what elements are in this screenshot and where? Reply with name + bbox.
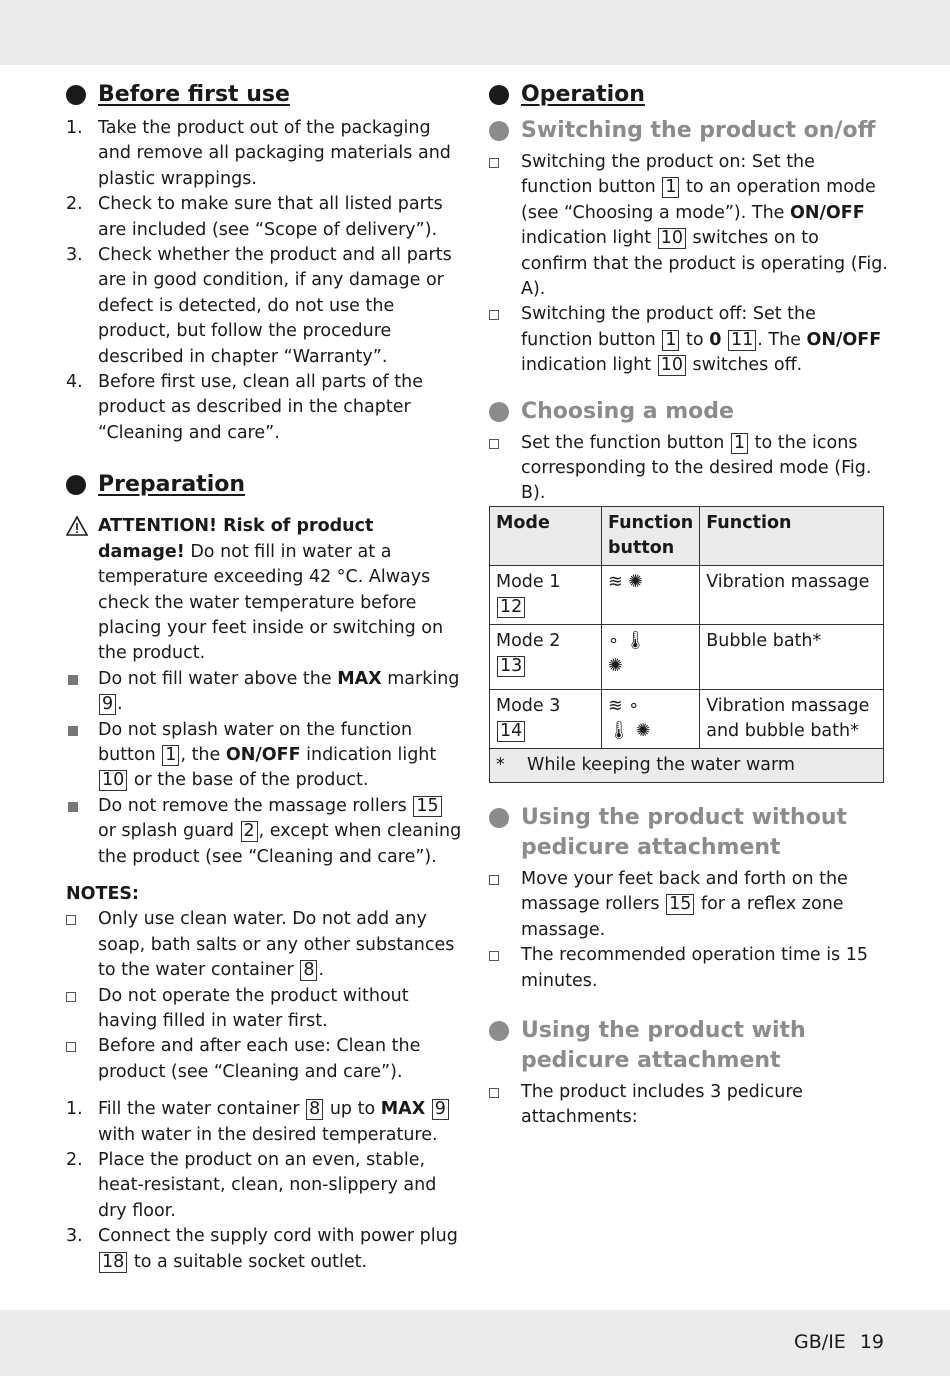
function-cell: Bubble bath* <box>700 625 884 690</box>
vibration-icon: ≋ <box>608 696 623 716</box>
table-row <box>490 566 884 625</box>
right-column <box>489 78 889 507</box>
list-item: 3. Check whether the product and all parts are in good condition, if any damage or defect is detected, do not use the product, but follow the procedure described in chapter “Warranty”. <box>66 245 452 367</box>
list-item: Only use clean water. Do not add any soap, bath salts or any other substances to the water container 8 . <box>66 907 462 983</box>
list-item: The recommended operation time is 15 minutes. <box>489 943 889 994</box>
function-cell: Vibration massage <box>700 566 884 625</box>
notes-list <box>66 907 462 1085</box>
thermometer-icon: 🌡 <box>608 721 631 741</box>
list-item: 2. Place the product on an even, stable, heat-resistant, clean, non-slippery and dry floor. <box>66 1150 437 1221</box>
table-header-row <box>490 507 884 566</box>
list-item: Do not fill water above the MAX marking 9 . <box>66 667 462 718</box>
bubbles-icon: ∘ <box>628 696 640 716</box>
list-item: Do not operate the product without having filled in water first. <box>66 984 462 1035</box>
light-icon: ✺ <box>635 721 651 741</box>
with-attachment-list <box>489 1080 889 1131</box>
vibration-icon: ≋ <box>608 572 623 592</box>
mode-cell: Mode 3 14 <box>490 690 602 749</box>
section-title-operation: Operation <box>489 78 889 112</box>
footnote-cell: * While keeping the water warm <box>490 749 884 783</box>
list-item: Do not splash water on the function button 1 , the ON/OFF indication light 10 or the base of the product. <box>66 718 462 794</box>
list-item: Before and after each use: Clean the product (see “Cleaning and care”). <box>66 1034 462 1085</box>
list-item: 2. Check to make sure that all listed parts are included (see “Scope of delivery”). <box>66 194 443 240</box>
list-item: Switching the product off: Set the function button 1 to 0 11 . The ON/OFF indication light 10 switches off. <box>489 302 889 378</box>
mode-cell: Mode 1 12 <box>490 566 602 625</box>
light-icon: ✺ <box>628 572 643 592</box>
footer-region: GB/IE <box>794 1331 846 1353</box>
subsection-title-choosing-mode: Choosing a mode <box>489 397 889 427</box>
right-column-lower <box>489 803 889 1131</box>
without-attachment-list <box>489 867 889 994</box>
header-band <box>0 0 950 65</box>
header-function: Function <box>700 507 884 566</box>
choosing-list <box>489 431 889 507</box>
preparation-bullets <box>66 667 462 870</box>
subsection-title-with-attachment: Using the product with pedicure attachment <box>489 1016 889 1076</box>
button-icons-cell <box>602 566 700 625</box>
bubbles-icon: ∘ <box>608 631 619 651</box>
subsection-title-without-attachment: Using the product without pedicure attachment <box>489 803 889 863</box>
attention-warning: ATTENTION! Risk of product damage! Do not fill in water at a temperature exceeding 42 °C. Always check the water temperature before placing your feet inside or switching on the product. <box>66 514 462 666</box>
list-item: The product includes 3 pedicure attachments: <box>489 1080 889 1131</box>
preparation-steps <box>66 1097 462 1275</box>
light-icon: ✺ <box>608 656 623 676</box>
subsection-title-switching: Switching the product on/off <box>489 116 889 146</box>
left-column <box>66 78 462 1275</box>
notes-title: NOTES: <box>66 883 140 904</box>
page-number: 19 <box>859 1331 884 1353</box>
function-cell: Vibration massage and bubble bath* <box>700 690 884 749</box>
list-item: Move your feet back and forth on the massage rollers 15 for a reflex zone massage. <box>489 867 889 943</box>
table-footnote-row <box>490 749 884 783</box>
button-icons-cell <box>602 690 700 749</box>
list-item: 4. Before first use, clean all parts of the product as described in the chapter “Cleaning and care”. <box>66 372 423 443</box>
button-icons-cell <box>602 625 700 690</box>
list-item: 1. Take the product out of the packaging and remove all packaging materials and plastic wrappings. <box>66 118 451 189</box>
mode-cell: Mode 2 13 <box>490 625 602 690</box>
list-item: Do not remove the massage rollers 15 or splash guard 2 , except when cleaning the product (see “Cleaning and care”). <box>66 794 462 870</box>
switching-list <box>489 150 889 379</box>
table-row <box>490 690 884 749</box>
before-first-use-list <box>66 116 462 446</box>
section-title-before-first-use: Before first use <box>66 78 462 112</box>
table-row <box>490 625 884 690</box>
page-footer <box>794 1331 884 1353</box>
header-function-button: Function button <box>602 507 700 566</box>
list-item: Set the function button 1 to the icons corresponding to the desired mode (Fig. B). <box>489 431 889 507</box>
mode-table <box>489 506 884 783</box>
list-item: 1. Fill the water container 8 up to MAX 9 with water in the desired temperature. <box>66 1097 462 1148</box>
list-item: Switching the product on: Set the function button 1 to an operation mode (see “Choosing a mode”). The ON/OFF indication light 10 switches on to confirm that the product is operating (Fig. A). <box>489 150 889 302</box>
warning-triangle-icon <box>66 516 88 536</box>
header-mode: Mode <box>490 507 602 566</box>
list-item: 3. Connect the supply cord with power plug 18 to a suitable socket outlet. <box>66 1226 458 1272</box>
thermometer-icon: 🌡 <box>624 631 647 651</box>
section-title-preparation: Preparation <box>66 468 462 502</box>
